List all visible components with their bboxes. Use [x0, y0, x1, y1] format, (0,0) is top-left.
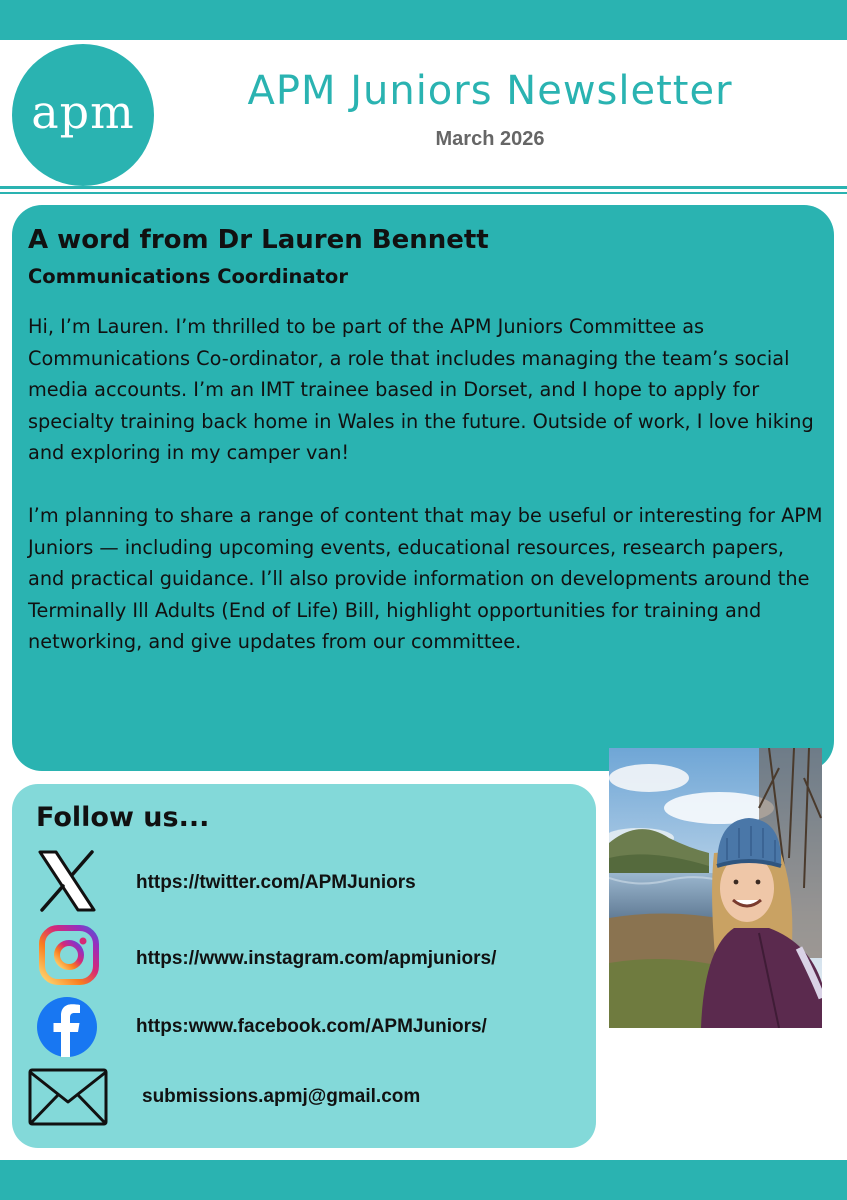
- header-rule: [0, 186, 847, 189]
- logo-text: apm: [31, 85, 135, 139]
- article-author-role: Communications Coordinator: [28, 265, 348, 288]
- header-rule-thin: [0, 192, 847, 194]
- social-link-instagram[interactable]: [12, 922, 596, 992]
- top-band-divider: [0, 40, 847, 43]
- social-link-email[interactable]: [12, 1064, 596, 1134]
- article-paragraph: Hi, I’m Lauren. I’m thrilled to be part of the APM Juniors Committee as Communications Co-ordinator, a role that includes managing the team’s social media accounts. I’m an IMT trainee based in Dorset, and I hope to apply for specialty training back home in Wales in the future. Outside of work, I love hiking and exploring in my camper van!: [28, 315, 814, 464]
- facebook-url[interactable]: https:www.facebook.com/APMJuniors/: [136, 1016, 487, 1037]
- social-link-facebook[interactable]: [12, 994, 596, 1064]
- x-logo-icon: [34, 848, 100, 914]
- email-address[interactable]: submissions.apmj@gmail.com: [142, 1086, 421, 1107]
- follow-us-title: Follow us...: [36, 802, 210, 833]
- article-panel: [12, 205, 834, 771]
- issue-date: March 2026: [435, 128, 545, 150]
- envelope-icon: [26, 1064, 110, 1130]
- bottom-band: [0, 1160, 847, 1200]
- newsletter-title: APM Juniors Newsletter: [247, 68, 733, 114]
- apm-logo: [12, 44, 154, 186]
- follow-us-panel: [12, 784, 596, 1148]
- instagram-url[interactable]: https://www.instagram.com/apmjuniors/: [136, 948, 497, 969]
- top-band: [0, 0, 847, 40]
- article-paragraph: I’m planning to share a range of content that may be useful or interesting for APM Juniors — including upcoming events, educational resources, research papers, and practical guidance. I’ll also provide information on developments around the Terminally Ill Adults (End of Life) Bill, highlight opportunities for training and networking, and give updates from our committee.: [28, 504, 823, 653]
- article-title: A word from Dr Lauren Bennett: [28, 225, 489, 255]
- instagram-icon: [36, 922, 102, 988]
- article-body: [28, 311, 823, 658]
- facebook-icon: [34, 994, 100, 1060]
- author-photo: [609, 748, 822, 1028]
- twitter-url[interactable]: https://twitter.com/APMJuniors: [136, 872, 416, 893]
- social-link-twitter[interactable]: [12, 848, 596, 918]
- portrait-illustration: [609, 748, 822, 1028]
